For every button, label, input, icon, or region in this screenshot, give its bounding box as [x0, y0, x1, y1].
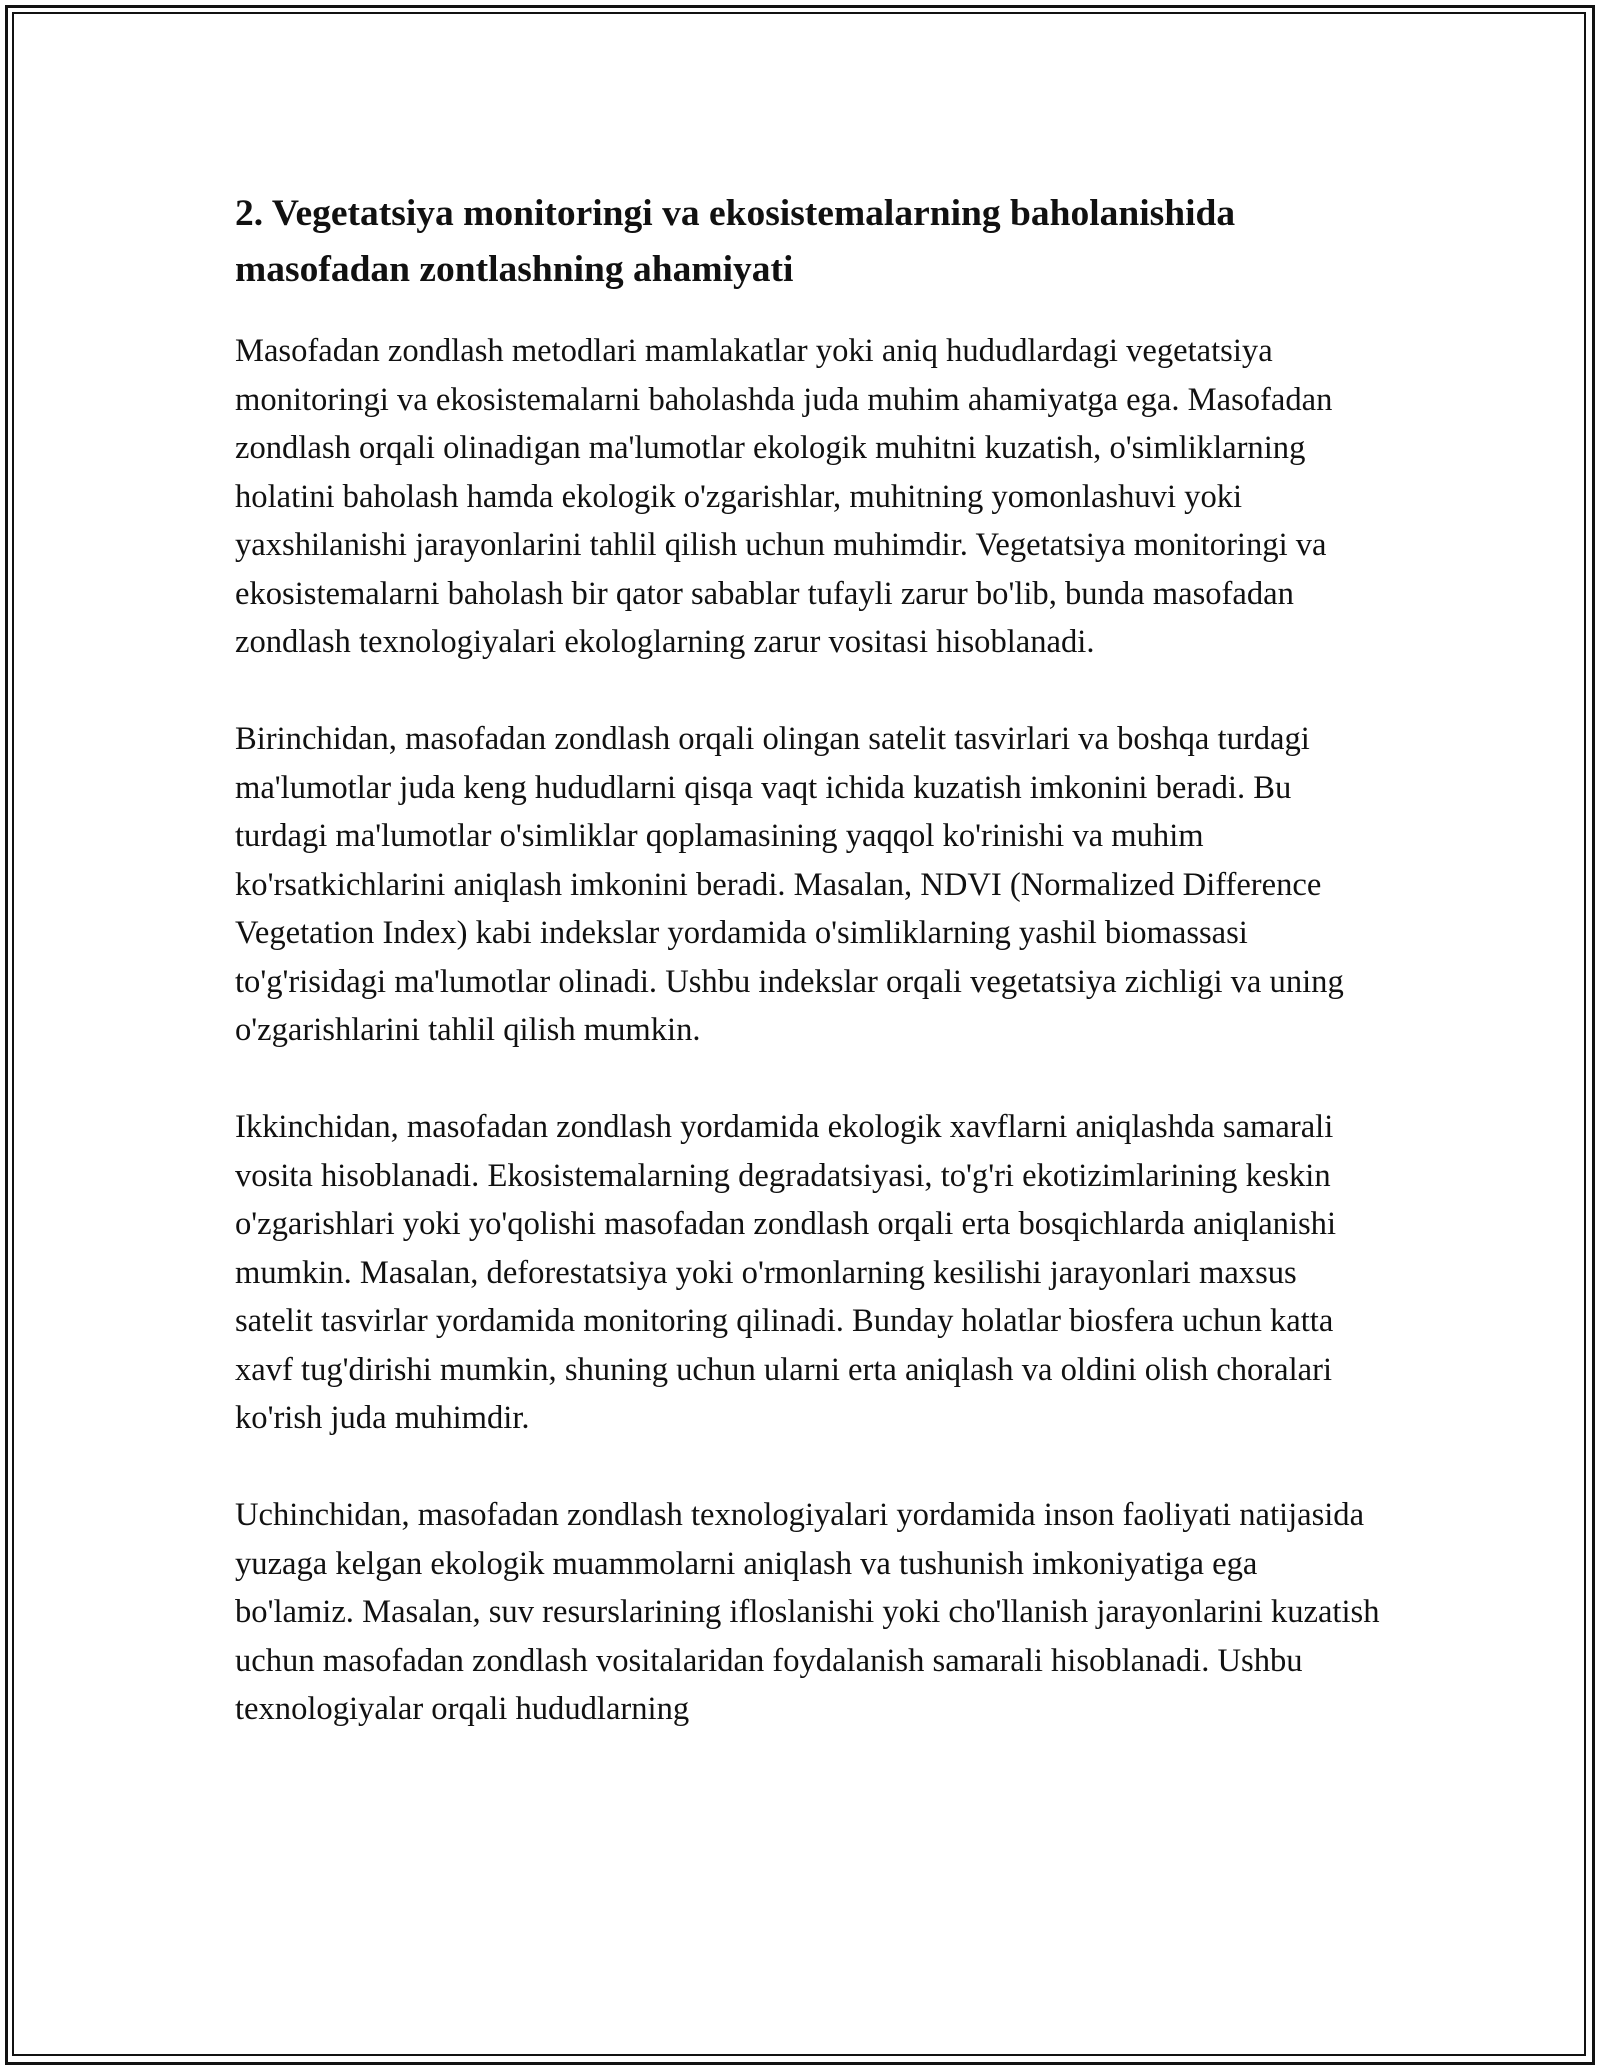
- paragraph-intro: Masofadan zondlash metodlari mamlakatlar yoki aniq hududlardagi vegetatsiya monitoringi va ekosistemalarni baholashda juda muhim ahamiyatga ega. Masofadan zondlash orqali olinadigan ma'lumotlar ekologik muhitni kuzatish, o'simliklarning holatini baholash hamda ekologik o'zgarishlar, muhitning yomonlashuvi yoki yaxshilanishi jarayonlarini tahlil qilish uchun muhimdir. Vegetatsiya monitoringi va ekosistemalarni baholash bir qator sabablar tufayli zarur bo'lib, bunda masofadan zondlash texnologiyalari ekologlarning zarur vositasi hisoblanadi.: [235, 333, 1333, 660]
- paragraph-first-point: Birinchidan, masofadan zondlash orqali olingan satelit tasvirlari va boshqa turdagi ma'lumotlar juda keng hududlarni qisqa vaqt ichida kuzatish imkonini beradi. Bu turdagi ma'lumotlar o'simliklar qoplamasining yaqqol ko'rinishi va muhim ko'rsatkichlarini aniqlash imkonini beradi. Masalan, NDVI (Normalized Difference Vegetation Index) kabi indekslar yordamida o'simliklarning yashil biomassasi to'g'risidagi ma'lumotlar olinadi. Ushbu indekslar orqali vegetatsiya zichligi va uning o'zgarishlarini tahlil qilish mumkin.: [235, 721, 1344, 1048]
- section-heading: 2. Vegetatsiya monitoringi va ekosistemalarning baholanishida masofadan zontlashning ahamiyati: [235, 193, 1236, 290]
- paragraph-second-point: Ikkinchidan, masofadan zondlash yordamida ekologik xavflarni aniqlashda samarali vosita hisoblanadi. Ekosistemalarning degradatsiyasi, to'g'ri ekotizimlarining keskin o'zgarishlari yoki yo'qolishi masofadan zondlash orqali erta bosqichlarda aniqlanishi mumkin. Masalan, deforestatsiya yoki o'rmonlarning kesilishi jarayonlari maxsus satelit tasvirlar yordamida monitoring qilinadi. Bunday holatlar biosfera uchun katta xavf tug'dirishi mumkin, shuning uchun ularni erta aniqlash va oldini olish choralari ko'rish juda muhimdir.: [235, 1109, 1337, 1436]
- document-body: [235, 186, 1380, 1782]
- paragraph-third-point: Uchinchidan, masofadan zondlash texnologiyalari yordamida inson faoliyati natijasida yuzaga kelgan ekologik muammolarni aniqlash va tushunish imkoniyatiga ega bo'lamiz. Masalan, suv resurslarining ifloslanishi yoki cho'llanish jarayonlarini kuzatish uchun masofadan zondlash vositalaridan foydalanish samarali hisoblanadi. Ushbu texnologiyalar orqali hududlarning: [235, 1497, 1380, 1727]
